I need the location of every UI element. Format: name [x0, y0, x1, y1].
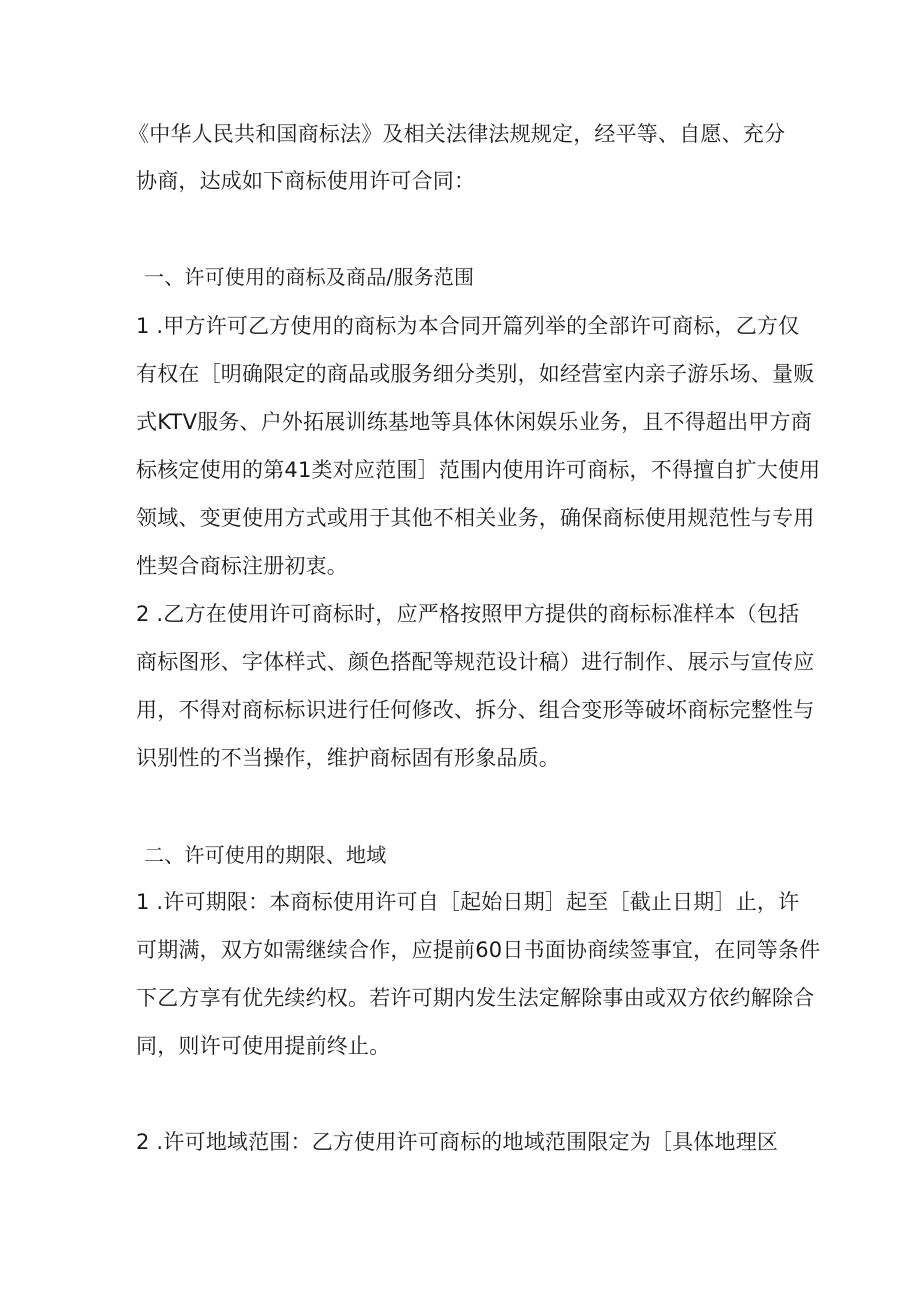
section-1-item-2-line-3: 用，不得对商标标识进行任何修改、拆分、组合变形等破坏商标完整性与	[136, 698, 815, 722]
intro-line-1: 《中华人民共和国商标法》及相关法律法规规定，经平等、自愿、充分	[128, 122, 786, 146]
section-2-heading: 二、许可使用的期限、地域	[144, 843, 387, 867]
section-1-item-2-line-2: 商标图形、字体样式、颜色搭配等规范设计稿）进行制作、展示与宣传应	[136, 650, 815, 674]
section-1-item-1-line-5: 领域、变更使用方式或用于其他不相关业务，确保商标使用规范性与专用	[136, 506, 815, 530]
section-2-item-1-line-2: 可期满，双方如需继续合作，应提前60日书面协商续签事宜，在同等条件	[136, 938, 821, 962]
section-1-item-1-line-1: 1 .甲方许可乙方使用的商标为本合同开篇列举的全部许可商标，乙方仅	[136, 314, 800, 338]
section-2-item-2-line-1: 2 .许可地域范围：乙方使用许可商标的地域范围限定为［具体地理区	[136, 1130, 779, 1154]
section-1-item-1-line-3: 式KTV服务、户外拓展训练基地等具体休闲娱乐业务，且不得超出甲方商	[136, 410, 812, 434]
section-1-heading: 一、许可使用的商标及商品/服务范围	[144, 265, 475, 289]
section-1-item-2-line-4: 识别性的不当操作，维护商标固有形象品质。	[136, 746, 560, 770]
section-1-item-1-line-2: 有权在［明确限定的商品或服务细分类别，如经营室内亲子游乐场、量贩	[136, 362, 815, 386]
section-2-item-1-line-1: 1 .许可期限：本商标使用许可自［起始日期］起至［截止日期］止，许	[136, 890, 800, 914]
section-2-item-1-line-4: 同，则许可使用提前终止。	[136, 1034, 391, 1058]
intro-line-2: 协商，达成如下商标使用许可合同：	[136, 169, 476, 193]
section-1-item-2-line-1: 2 .乙方在使用许可商标时，应严格按照甲方提供的商标标准样本（包括	[136, 602, 800, 626]
section-1-item-1-line-4: 标核定使用的第41类对应范围］范围内使用许可商标，不得擅自扩大使用	[136, 458, 821, 482]
section-1-item-1-line-6: 性契合商标注册初衷。	[136, 554, 348, 578]
section-2-item-1-line-3: 下乙方享有优先续约权。若许可期内发生法定解除事由或双方依约解除合	[136, 986, 815, 1010]
